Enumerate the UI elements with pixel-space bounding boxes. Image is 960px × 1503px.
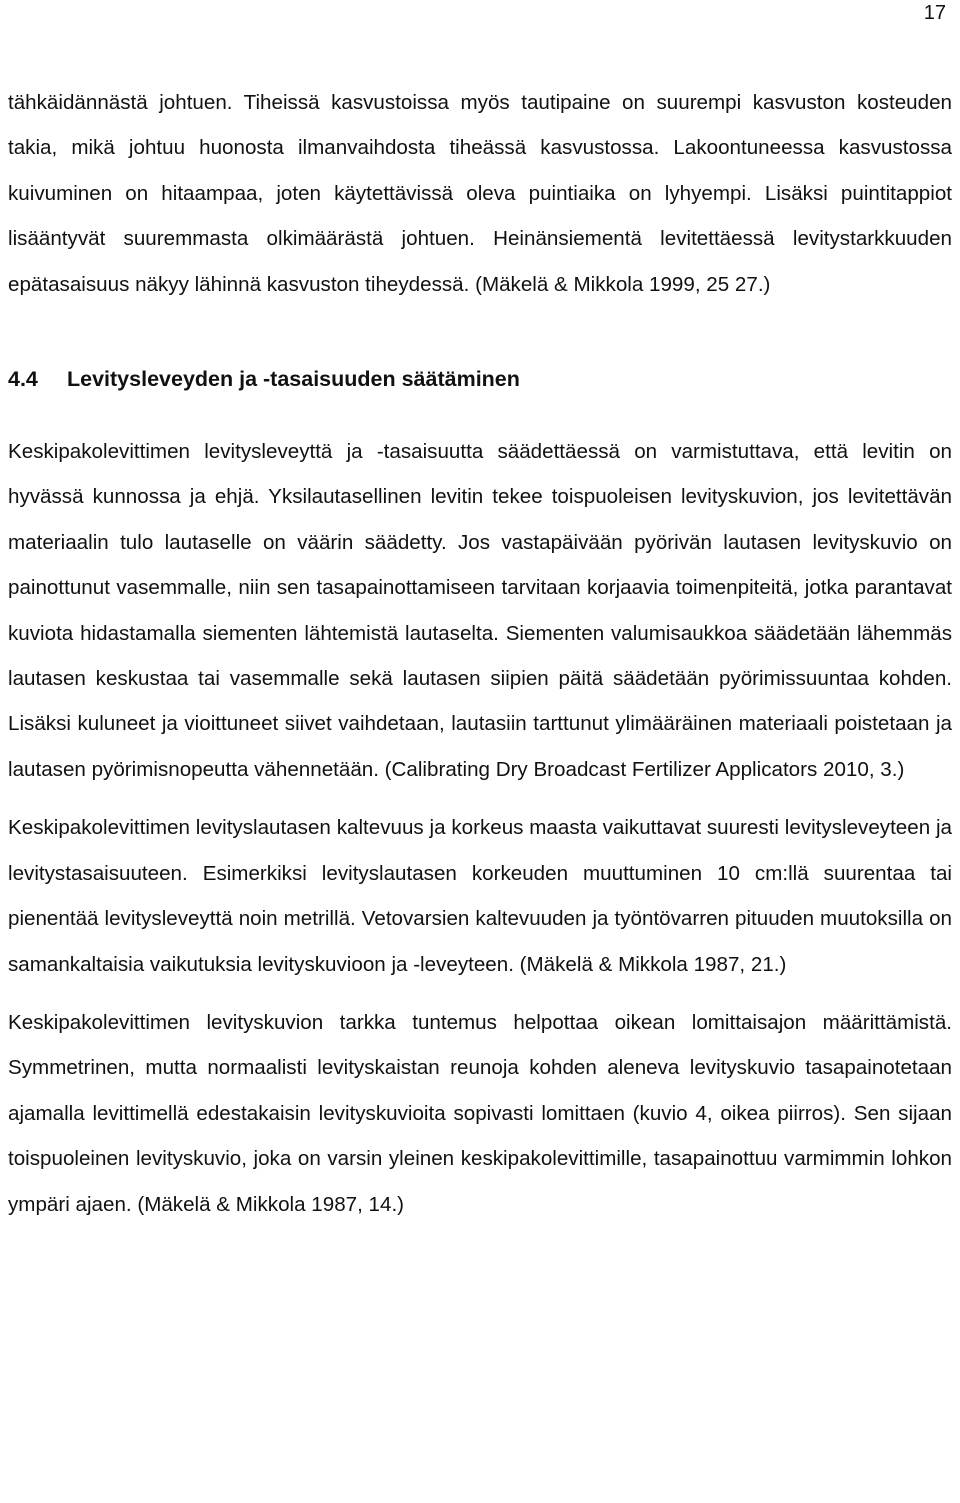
paragraph-disc-tilt-height: Keskipakolevittimen levityslautasen kaltevuus ja korkeus maasta vaikuttavat suuresti levitysleveyteen ja levitystasaisuuteen. Esimerkiksi levityslautasen korkeuden muuttuminen 10 cm:llä suurentaa tai pienentää levitysleveyttä noin metrillä. Vetovarsien kaltevuuden ja työntövarren pituuden muutoksilla on samankaltaisia vaikutuksia levityskuvioon ja -leveyteen. (Mäkelä & Mikkola 1987, 21.) [8, 816, 952, 976]
page-number: 17 [923, 2, 946, 24]
paragraph-overlap-driving: Keskipakolevittimen levityskuvion tarkka tuntemus helpottaa oikean lomittaisajon määrittämistä. Symmetrinen, mutta normaalisti levityskaistan reunoja kohden aleneva levityskuvio tasapainotetaan ajamalla levittimellä edestakaisin levityskuvioita sopivasti lomittaen (kuvio 4, oikea piirros). Sen sijaan toispuoleinen levityskuvio, joka on varsin yleinen keskipakolevittimille, tasapainottuu varmimmin lohkon ympäri ajaen. (Mäkelä & Mikkola 1987, 14.) [8, 1010, 952, 1216]
section-number: 4.4 [8, 367, 38, 392]
paragraph-crop-density: tähkäidännästä johtuen. Tiheissä kasvustoissa myös tautipaine on suurempi kasvuston kosteuden takia, mikä johtuu huonosta ilmanvaihdosta tiheässä kasvustossa. Lakoontuneessa kasvustossa kuivuminen on hitaampaa, joten käytettävissä oleva puintiaika on lyhyempi. Lisäksi puintitappiot lisääntyvät suuremmasta olkimäärästä johtuen. Heinänsiementä levitettäessä levitystarkkuuden epätasaisuus näkyy lähinnä kasvuston tiheydessä. (Mäkelä & Mikkola 1999, 25 27.) [8, 91, 952, 296]
section-heading [8, 359, 952, 399]
document-body [8, 80, 952, 1227]
paragraph-spreader-adjustment: Keskipakolevittimen levitysleveyttä ja -tasaisuutta säädettäessä on varmistuttava, että levitin on hyvässä kunnossa ja ehjä. Yksilautasellinen levitin tekee toispuoleisen levityskuvion, jos levitettävän materiaalin tulo lautaselle on väärin säädetty. Jos vastapäivään pyörivän lautasen levityskuvio on painottunut vasemmalle, niin sen tasapainottamiseen tarvitaan korjaavia toimenpiteitä, jotka parantavat kuviota hidastamalla siementen lähtemistä lautaselta. Siementen valumisaukkoa säädetään lähemmäs lautasen keskustaa tai vasemmalle sekä lautasen siipien päitä säädetään pyörimissuuntaa kohden. Lisäksi kuluneet ja vioittuneet siivet vaihdetaan, lautasiin tarttunut ylimääräinen materiaali poistetaan ja lautasen pyörimisnopeutta vähennetään. (Calibrating Dry Broadcast Fertilizer Applicators 2010, 3.) [8, 440, 952, 781]
section-title: Levitysleveyden ja -tasaisuuden säätäminen [67, 367, 520, 392]
